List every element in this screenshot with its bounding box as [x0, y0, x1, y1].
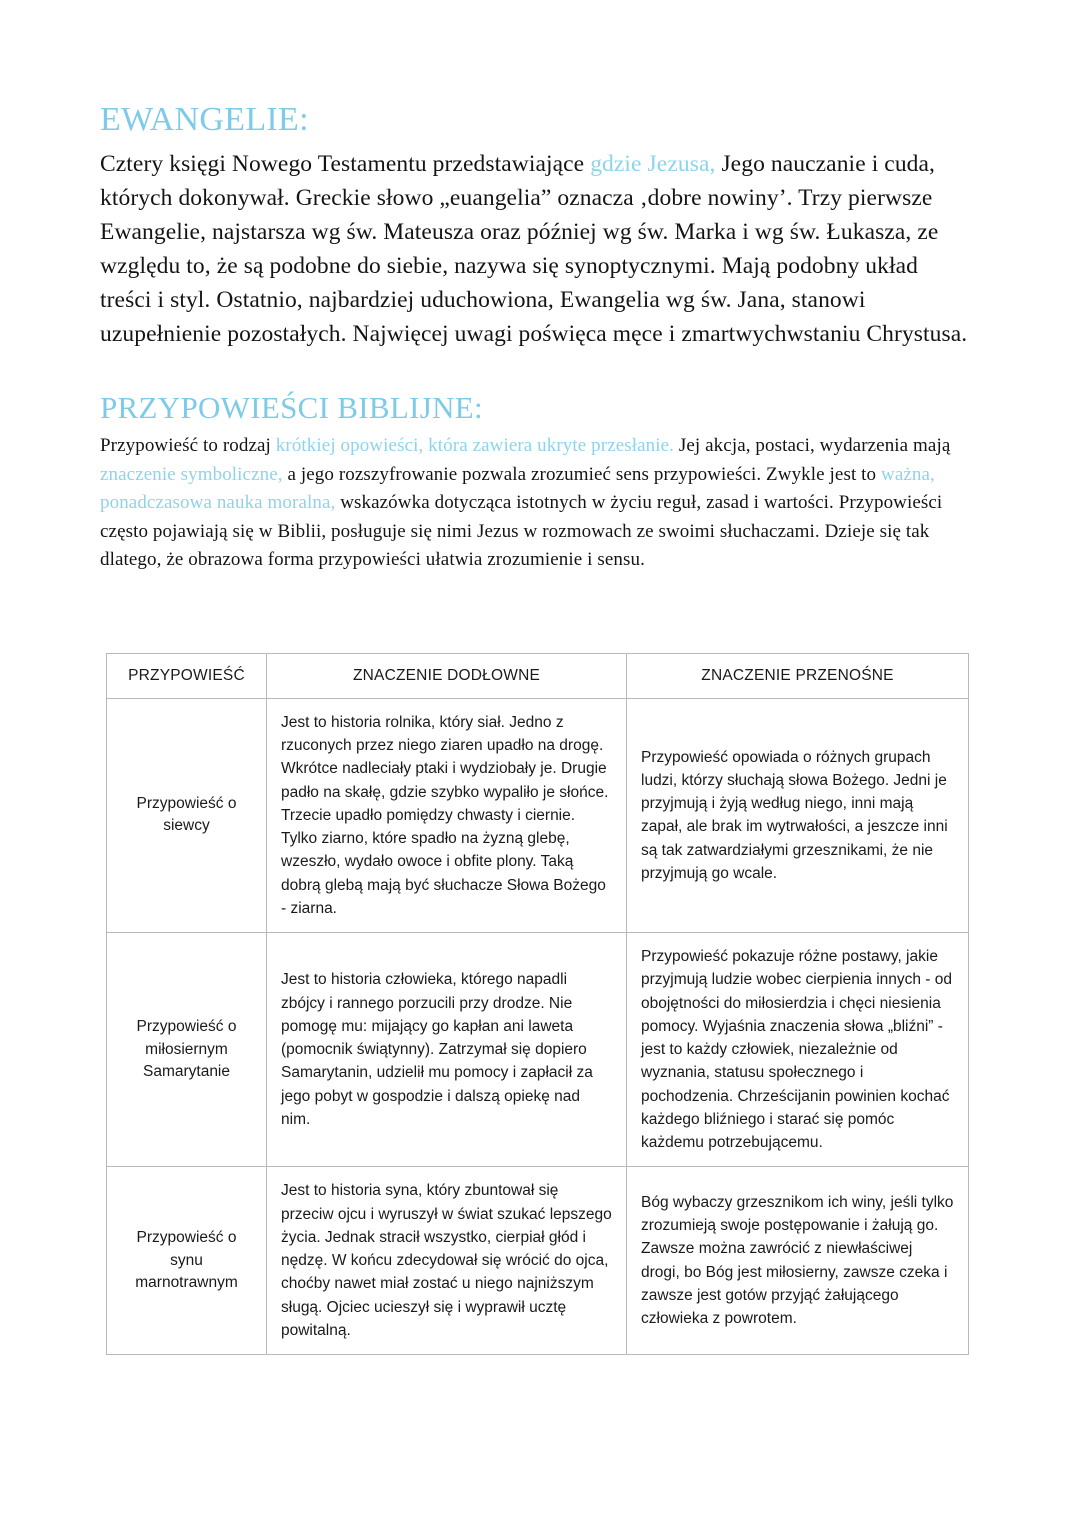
spacer: [100, 575, 975, 653]
highlighted-text: krótkiej opowieści, która zawiera ukryte przesłanie.: [275, 435, 679, 457]
column-header-parable: PRZYPOWIEŚĆ: [107, 653, 267, 698]
parables-table: [106, 653, 969, 1355]
cell-literal-meaning: Jest to historia rolnika, który siał. Jedno z rzuconych przez niego ziaren upadło na drogę. Wkrótce nadleciały ptaki i wydziobały je. Drugie padło na skałę, gdzie szybko wypaliło je słońce. Trzecie upadło pomiędzy chwasty i ciernie. Tylko ziarno, które spadło na żyzną glebę, wzeszło, wydało owoce i obfite plony. Taką dobrą glebą mają być słuchacze Słowa Bożego - ziarna.: [267, 698, 627, 932]
cell-parable-name: Przypowieść o miłosiernym Samarytanie: [107, 933, 267, 1167]
plain-text: Jego nauczanie i cuda, których dokonywał. Greckie słowo „euangelia” oznacza ‚dobre nowiny’. Trzy pierwsze Ewangelie, najstarsza wg św. Mateusza oraz później wg św. Marka i wg św. Łukasza, ze względu to, że są podobne do siebie, nazywa się synoptycznymi. Mają podobny układ treści i styl. Ostatnio, najbardziej uduchowiona, Ewangelia wg św. Jana, stanowi uzupełnienie pozostałych. Najwięcej uwagi poświęca męce i zmartwychwstaniu Chrystusa.: [100, 150, 968, 348]
table-row: [107, 933, 969, 1167]
highlighted-text: znaczenie symboliczne,: [100, 463, 288, 485]
plain-text: Cztery księgi Nowego Testamentu przedstawiające: [100, 150, 591, 177]
cell-parable-name: Przypowieść o synu marnotrawnym: [107, 1167, 267, 1355]
cell-literal-meaning: Jest to historia człowieka, którego napadli zbójcy i rannego porzucili przy drodze. Nie pomogę mu: mijający go kapłan ani laweta (pomocnik świątynny). Zatrzymał się dopiero Samarytanin, udzielił mu pomocy i zapłacił za jego pobyt w gospodzie i dalszą opiekę nad nim.: [267, 933, 627, 1167]
cell-literal-meaning: Jest to historia syna, który zbuntował się przeciw ojcu i wyruszył w świat szukać lepszego życia. Jednak stracił wszystko, cierpiał głód i nędzę. W końcu zdecydował się wrócić do ojca, choćby nawet miał zostać u niego najniższym sługą. Ojciec ucieszył się i wyprawił ucztę powitalną.: [267, 1167, 627, 1355]
plain-text: a jego rozszyfrowanie pozwala zrozumieć sens przypowieści. Zwykle jest to: [287, 463, 882, 485]
highlighted-text: ważna, ponadczasowa nauka moralna,: [100, 463, 935, 514]
table-row: [107, 1167, 969, 1355]
plain-text: Przypowieść to rodzaj: [100, 435, 276, 457]
page-title-ewangelie: EWANGELIE:: [100, 101, 309, 138]
cell-figurative-meaning: Przypowieść opowiada o różnych grupach ludzi, którzy słuchają słowa Bożego. Jedni je przyjmują i żyją według niego, inni mają zapał, ale brak im wytrwałości, a jeszcze inni są tak zatwardziałymi grzesznikami, że nie przyjmują go wcale.: [627, 698, 969, 932]
table-row: [107, 698, 969, 932]
highlighted-text: gdzie Jezusa,: [590, 150, 722, 177]
paragraph-przypowiesci: [100, 432, 975, 575]
plain-text: Jej akcja, postaci, wydarzenia mają: [678, 435, 951, 457]
column-header-figurative: ZNACZENIE PRZENOŚNE: [627, 653, 969, 698]
cell-parable-name: Przypowieść o siewcy: [107, 698, 267, 932]
page-title-przypowiesci: PRZYPOWIEŚCI BIBLIJNE:: [100, 390, 483, 426]
plain-text: wskazówka dotycząca istotnych w życiu reguł, zasad i wartości. Przypowieści często pojawiają się w Biblii, posługuje się nimi Jezus w rozmowach ze swoimi słuchaczami. Dzieje się tak dlatego, że obrazowa forma przypowieści ułatwia zrozumienie i sensu.: [100, 492, 943, 571]
table-header-row: [107, 653, 969, 698]
cell-figurative-meaning: Przypowieść pokazuje różne postawy, jakie przyjmują ludzie wobec cierpienia innych - od obojętności do miłosierdzia i chęci niesienia pomocy. Wyjaśnia znaczenia słowa „bliźni” - jest to każdy człowiek, niezależnie od wyznania, statusu społecznego i pochodzenia. Chrześcijanin powinien kochać każdego bliźniego i starać się pomóc każdemu potrzebującemu.: [627, 933, 969, 1167]
paragraph-ewangelie: [100, 147, 975, 351]
cell-figurative-meaning: Bóg wybaczy grzesznikom ich winy, jeśli tylko zrozumieją swoje postępowanie i żałują go. Zawsze można zawrócić z niewłaściwej drogi, bo Bóg jest miłosierny, zawsze czeka i zawsze jest gotów przyjąć żałującego człowieka z powrotem.: [627, 1167, 969, 1355]
column-header-literal: ZNACZENIE DODŁOWNE: [267, 653, 627, 698]
